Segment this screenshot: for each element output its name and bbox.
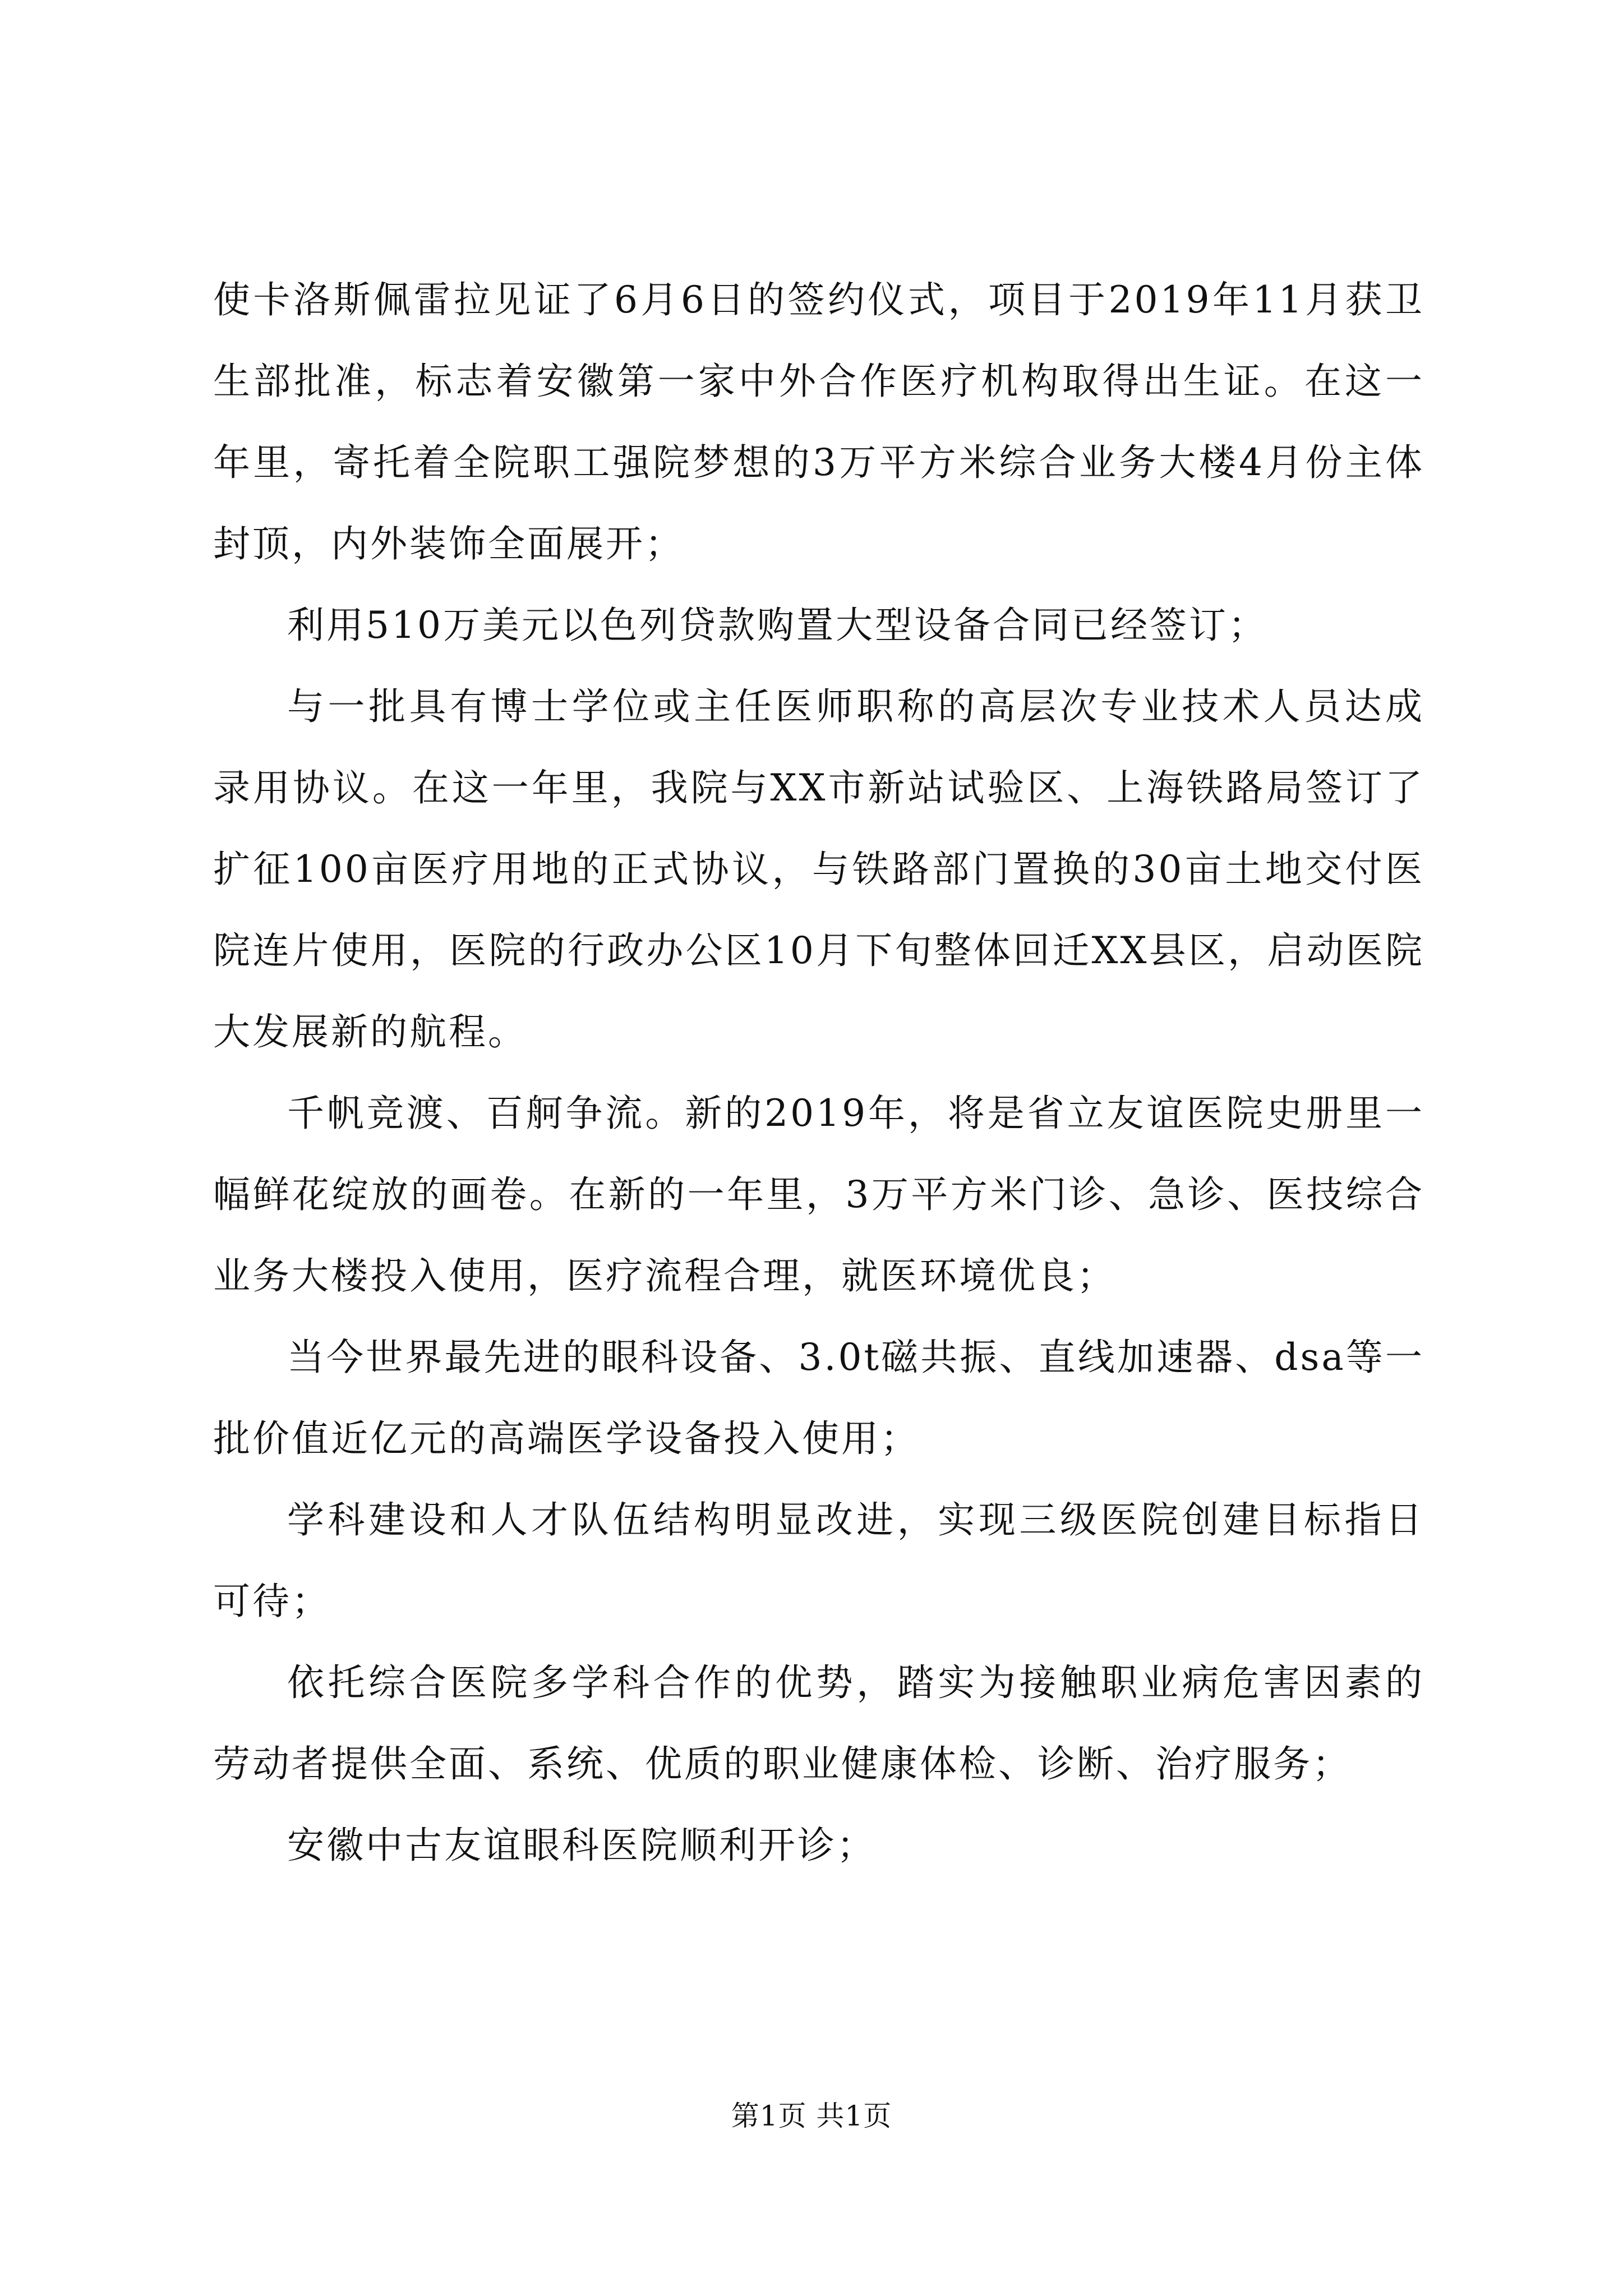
page-footer	[0, 2099, 1623, 2133]
paragraph-6: 学科建设和人才队伍结构明显改进，实现三级医院创建目标指日可待；	[213, 1498, 1424, 1623]
paragraph-1: 使卡洛斯佩雷拉见证了6月6日的签约仪式，项目于2019年11月获卫生部批准，标志着安徽第一家中外合作医疗机构取得出生证。在这一年里，寄托着全院职工强院梦想的3万平方米综合业务大楼4月份主体封顶，内外装饰全面展开；	[213, 278, 1424, 565]
paragraph-2: 利用510万美元以色列贷款购置大型设备合同已经签订；	[287, 604, 1267, 647]
paragraph-8: 安徽中古友谊眼科医院顺利开诊；	[287, 1824, 876, 1867]
paragraph-5: 当今世界最先进的眼科设备、3.0t磁共振、直线加速器、dsa等一批价值近亿元的高端医学设备投入使用；	[213, 1336, 1424, 1460]
page-number: 第1页 共1页	[731, 2100, 892, 2132]
paragraph-4: 千帆竞渡、百舸争流。新的2019年，将是省立友谊医院史册里一幅鲜花绽放的画卷。在新的一年里，3万平方米门诊、急诊、医技综合业务大楼投入使用，医疗流程合理，就医环境优良；	[213, 1092, 1424, 1297]
body-text	[213, 259, 1424, 1886]
paragraph-3: 与一批具有博士学位或主任医师职称的高层次专业技术人员达成录用协议。在这一年里，我院与XX市新站试验区、上海铁路局签订了扩征100亩医疗用地的正式协议，与铁路部门置换的30亩土地交付医院连片使用，医院的行政办公区10月下旬整体回迁XX县区，启动医院大发展新的航程。	[213, 685, 1424, 1053]
paragraph-7: 依托综合医院多学科合作的优势，踏实为接触职业病危害因素的劳动者提供全面、系统、优质的职业健康体检、诊断、治疗服务；	[213, 1661, 1424, 1786]
